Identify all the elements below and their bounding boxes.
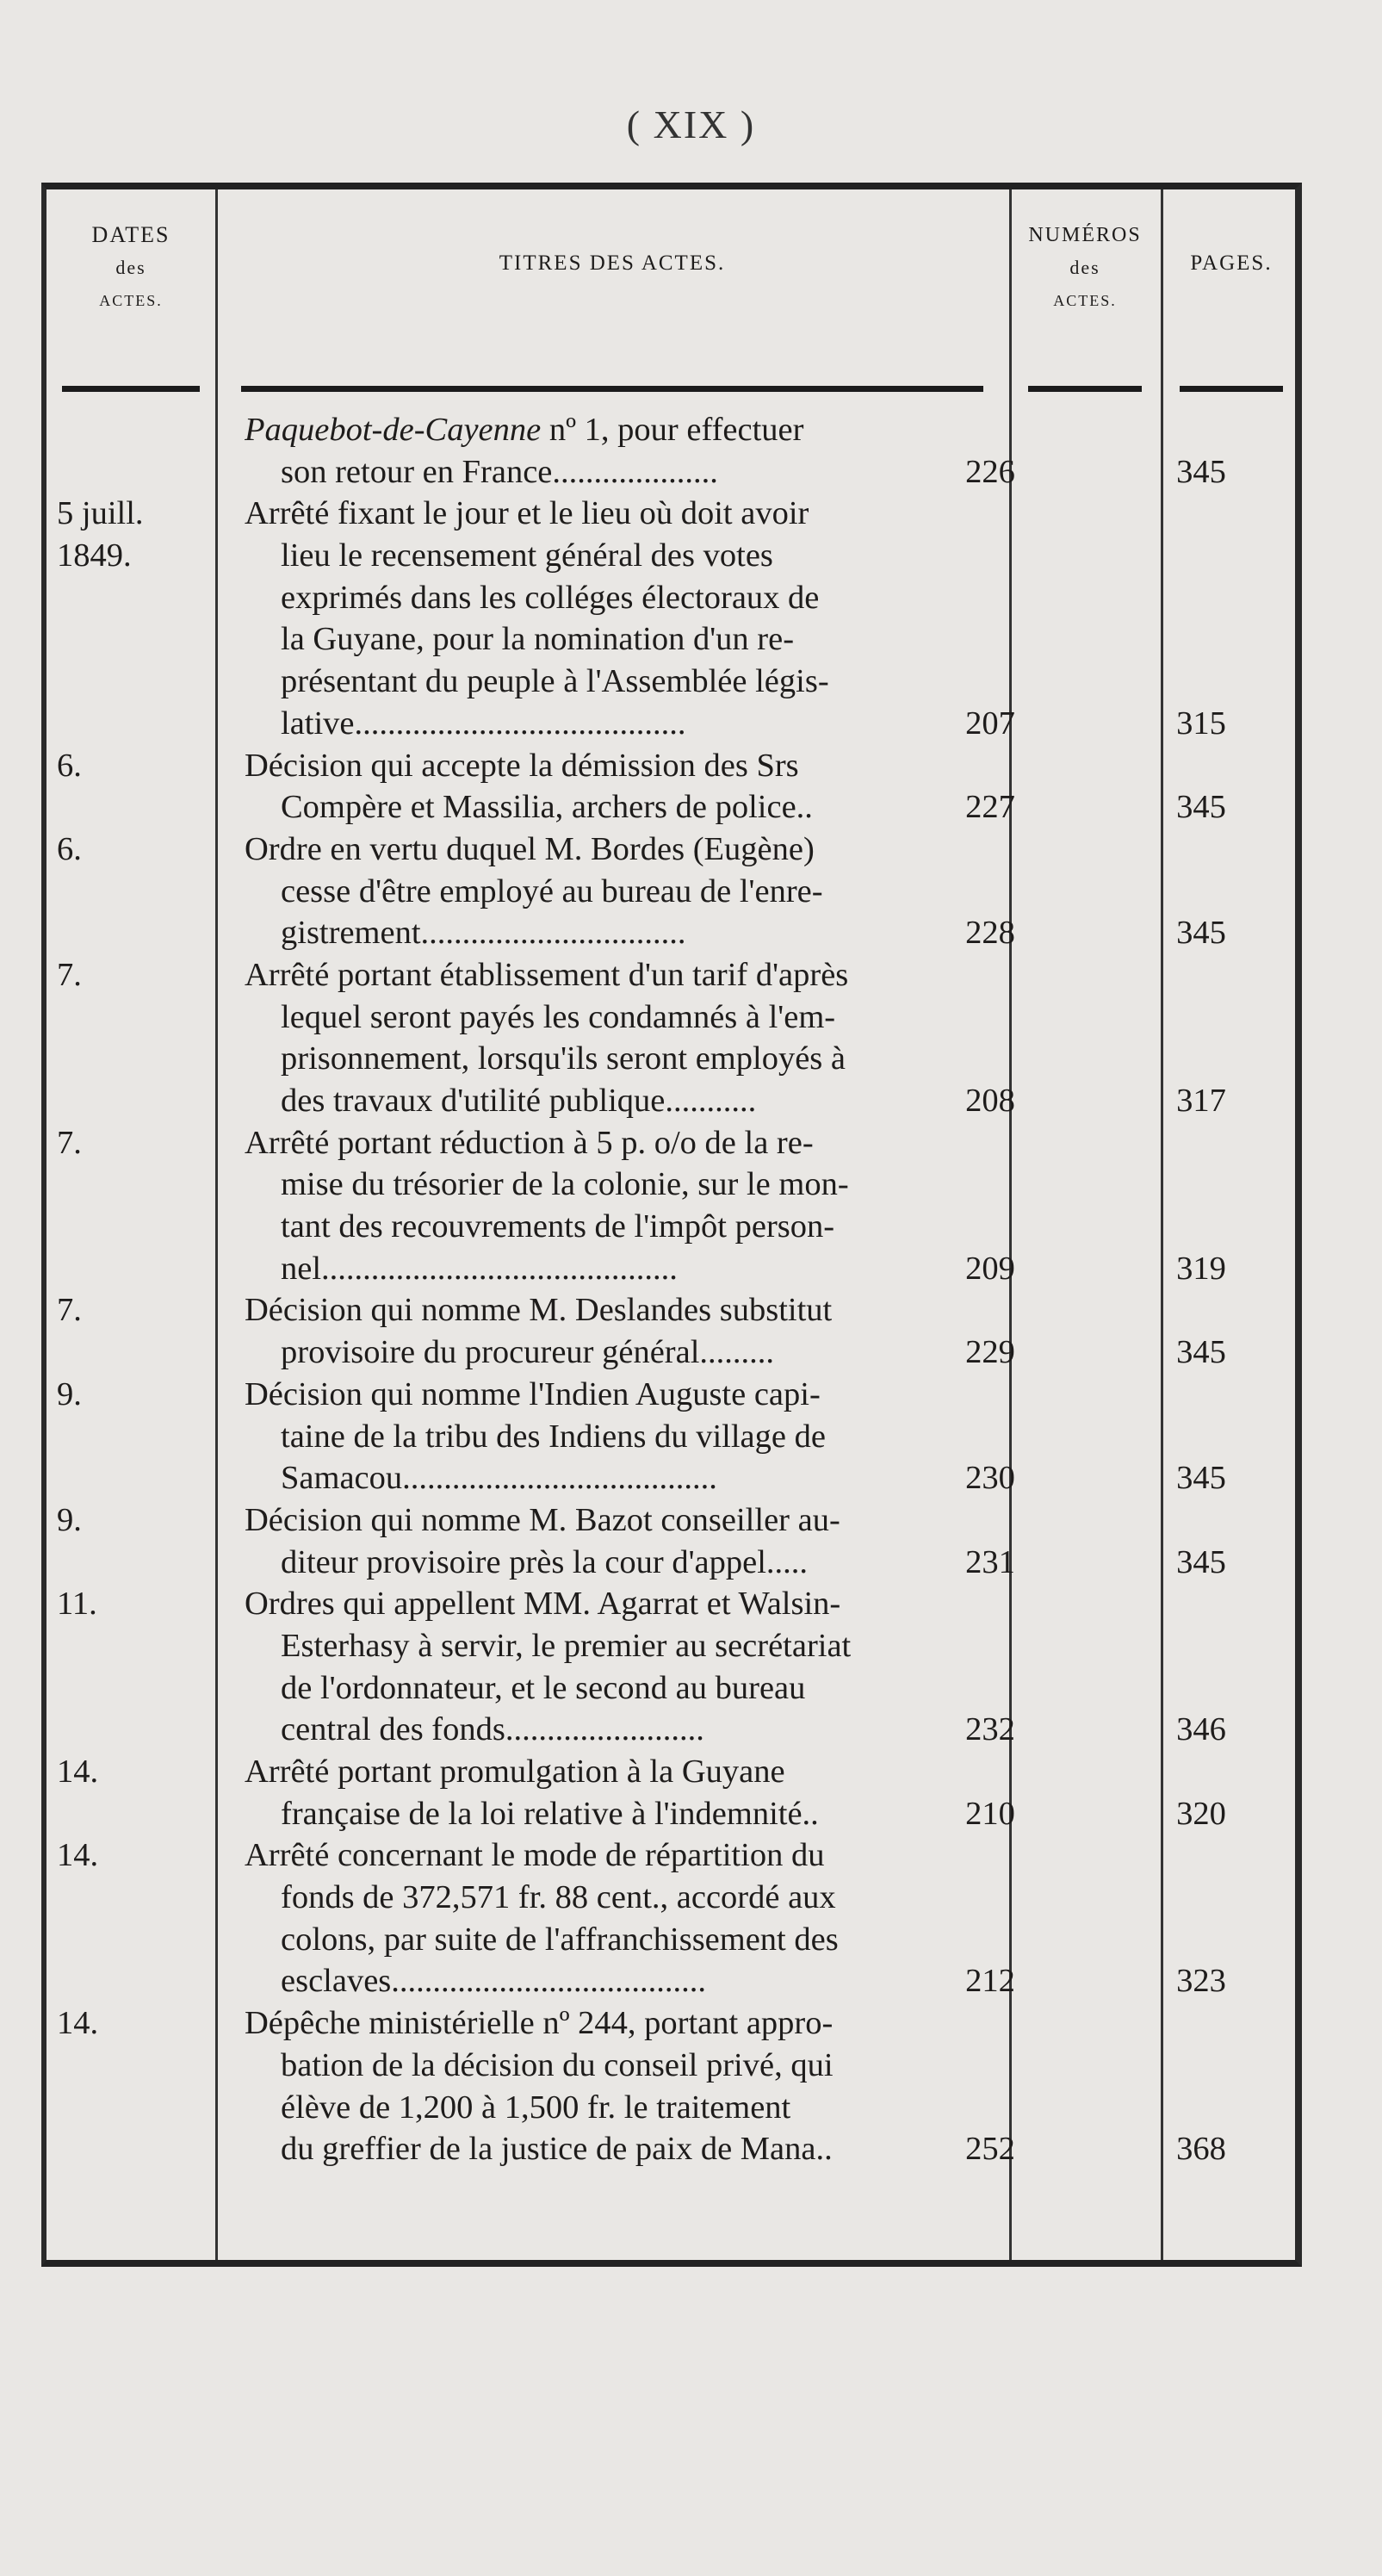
header-pages: PAGES. (1190, 251, 1273, 275)
entry-number: 252 (965, 2131, 1015, 2168)
entry-number: 212 (965, 1963, 1015, 2000)
table-row (46, 2002, 1295, 2170)
header-rule (1028, 386, 1142, 392)
entry-title (245, 2002, 994, 2170)
title-line: Arrêté fixant le jour et le lieu où doit avoir (245, 495, 809, 532)
entries-list (46, 409, 1295, 2170)
entry-number: 227 (965, 789, 1015, 826)
entry-date: 14. (57, 2005, 99, 2042)
table-row (46, 954, 1295, 1122)
entry-title (245, 493, 994, 744)
title-line: Décision qui nomme l'Indien Auguste capi- (245, 1375, 821, 1412)
entry-page: 317 (1176, 1083, 1226, 1120)
entry-date: 5 juill. 1849. (57, 495, 144, 574)
header-titles: TITRES DES ACTES. (499, 251, 726, 275)
entry-number: 209 (965, 1250, 1015, 1287)
entry-title (245, 1289, 994, 1373)
title-line: Arrêté portant réduction à 5 p. o/o de la re- (245, 1124, 814, 1161)
entry-title (245, 829, 994, 954)
entry-date: 14. (57, 1837, 99, 1874)
entry-date: 14. (57, 1754, 99, 1790)
entry-title (245, 954, 994, 1122)
title-line: Dépêche ministérielle nº 244, portant appro- (245, 2005, 834, 2042)
table-row (46, 1751, 1295, 1834)
table-row (46, 1583, 1295, 1751)
header-numeros: NUMÉROS des ACTES. (1028, 224, 1142, 309)
entry-page: 323 (1176, 1963, 1226, 2000)
entry-date: 7. (57, 1124, 82, 1161)
title-line: exprimés dans les colléges électoraux de (281, 579, 820, 616)
entry-page: 345 (1176, 1334, 1226, 1371)
entry-title (245, 1499, 994, 1583)
title-line: nel........................................... (281, 1250, 678, 1287)
entry-number: 229 (965, 1334, 1015, 1371)
table-row (46, 745, 1295, 829)
entry-number: 232 (965, 1711, 1015, 1748)
title-line: Décision qui nomme M. Bazot conseiller au- (245, 1501, 840, 1538)
page-number: ( XIX ) (626, 102, 756, 146)
header-rule (62, 386, 200, 392)
entry-number: 228 (965, 915, 1015, 952)
entry-title (245, 1751, 994, 1834)
title-line: gistrement................................ (281, 915, 686, 952)
table-row (46, 1834, 1295, 2002)
title-line: Paquebot-de-Cayenne nº 1, pour effectuer (245, 412, 804, 448)
table-row (46, 1122, 1295, 1290)
title-line: Décision qui accepte la démission des Srs (245, 747, 799, 784)
entry-page: 368 (1176, 2131, 1226, 2168)
entry-title (245, 745, 994, 829)
entry-page: 345 (1176, 453, 1226, 490)
entry-date: 7. (57, 1292, 82, 1329)
table-row (46, 829, 1295, 954)
title-line: du greffier de la justice de paix de Mana.. (281, 2131, 833, 2168)
entry-page: 346 (1176, 1711, 1226, 1748)
title-line: lequel seront payés les condamnés à l'em- (281, 998, 836, 1035)
entry-page: 345 (1176, 1460, 1226, 1497)
entry-number: 230 (965, 1460, 1015, 1497)
header-dates: DATES des ACTES. (91, 222, 170, 309)
title-line: bation de la décision du conseil privé, qui (281, 2046, 834, 2083)
entry-date: 9. (57, 1501, 82, 1538)
title-line: tant des recouvrements de l'impôt person- (281, 1208, 835, 1245)
table-row (46, 1289, 1295, 1373)
title-line: Arrêté concernant le mode de répartition du (245, 1837, 825, 1874)
entry-title (245, 1374, 994, 1499)
title-line: présentant du peuple à l'Assemblée légis- (281, 663, 829, 700)
entry-number: 231 (965, 1543, 1015, 1580)
title-line: prisonnement, lorsqu'ils seront employés à (281, 1040, 846, 1077)
title-line: Samacou...................................... (281, 1460, 717, 1497)
entry-number: 210 (965, 1795, 1015, 1832)
title-line: diteur provisoire près la cour d'appel..... (281, 1543, 809, 1580)
entry-date: 7. (57, 956, 82, 993)
title-line: Arrêté portant promulgation à la Guyane (245, 1754, 785, 1790)
entry-title (245, 409, 994, 493)
title-line: française de la loi relative à l'indemnité.. (281, 1795, 819, 1832)
title-line: Arrêté portant établissement d'un tarif d'après (245, 956, 849, 993)
entry-number: 207 (965, 705, 1015, 742)
title-line: central des fonds........................ (281, 1711, 704, 1748)
entry-title (245, 1583, 994, 1751)
entry-number: 208 (965, 1083, 1015, 1120)
title-line: cesse d'être employé au bureau de l'enre- (281, 872, 823, 909)
title-line: fonds de 372,571 fr. 88 cent., accordé aux (281, 1879, 836, 1916)
entry-page: 319 (1176, 1250, 1226, 1287)
entry-page: 315 (1176, 705, 1226, 742)
title-line: des travaux d'utilité publique........... (281, 1083, 757, 1119)
title-line: provisoire du procureur général......... (281, 1334, 775, 1371)
entry-title (245, 1834, 994, 2002)
entry-date: 6. (57, 747, 82, 784)
title-line: élève de 1,200 à 1,500 fr. le traitement (281, 2089, 791, 2126)
header-rule (241, 386, 983, 392)
entry-number: 226 (965, 453, 1015, 490)
title-line: colons, par suite de l'affranchissement des (281, 1921, 839, 1958)
title-line: esclaves...................................... (281, 1963, 707, 2000)
entry-title (245, 1122, 994, 1290)
title-line: lieu le recensement général des votes (281, 537, 773, 574)
entry-date: 11. (57, 1586, 97, 1623)
title-line: Compère et Massilia, archers de police.. (281, 789, 813, 826)
table-row (46, 409, 1295, 493)
index-table (41, 183, 1302, 2267)
header-rule (1180, 386, 1283, 392)
title-line: Décision qui nomme M. Deslandes substitut (245, 1292, 833, 1329)
title-line: de l'ordonnateur, et le second au bureau (281, 1669, 806, 1706)
title-line: lative........................................ (281, 705, 686, 742)
entry-page: 345 (1176, 789, 1226, 826)
entry-page: 345 (1176, 915, 1226, 952)
entry-date: 9. (57, 1375, 82, 1412)
title-line: Ordre en vertu duquel M. Bordes (Eugène) (245, 830, 815, 867)
title-line: taine de la tribu des Indiens du village de (281, 1418, 826, 1455)
entry-page: 345 (1176, 1543, 1226, 1580)
title-line: son retour en France.................... (281, 453, 718, 490)
title-line: Ordres qui appellent MM. Agarrat et Walsin- (245, 1586, 841, 1623)
entry-date: 6. (57, 830, 82, 867)
table-row (46, 1499, 1295, 1583)
table-row (46, 1374, 1295, 1499)
title-line: la Guyane, pour la nomination d'un re- (281, 621, 795, 658)
title-line: mise du trésorier de la colonie, sur le mon- (281, 1166, 849, 1203)
entry-page: 320 (1176, 1795, 1226, 1832)
title-line: Esterhasy à servir, le premier au secrétariat (281, 1627, 852, 1664)
table-row (46, 493, 1295, 744)
